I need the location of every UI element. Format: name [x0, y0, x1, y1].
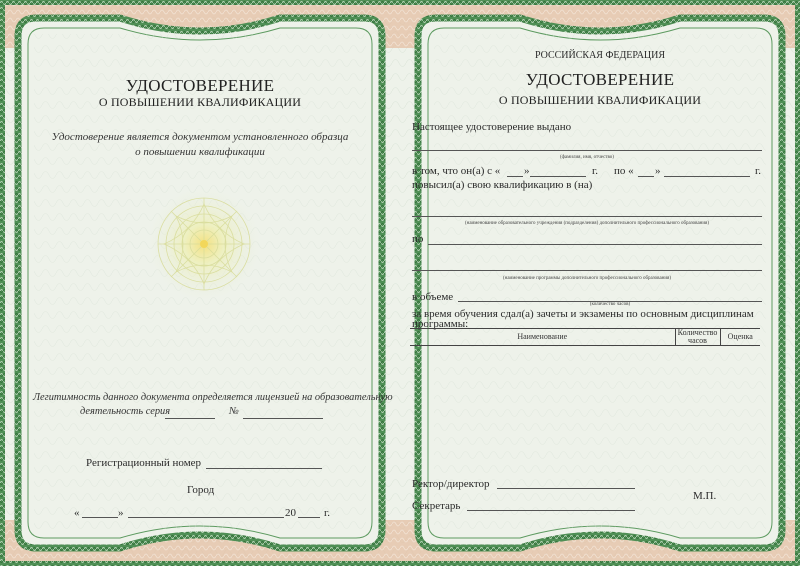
license-number-field — [243, 418, 323, 419]
date-year-prefix: 20 — [285, 507, 296, 519]
program-hint: (наименование программы дополнительного профессионального образования) — [502, 276, 672, 281]
secretary-label: Секретарь — [412, 500, 461, 512]
country-label: РОССИЙСКАЯ ФЕДЕРАЦИЯ — [534, 50, 666, 61]
date-close-quote: » — [118, 507, 124, 519]
rector-label: Ректор/директор — [412, 478, 490, 490]
volume-label: в объеме — [412, 291, 454, 303]
license-text-line1: Легитимность данного документа определяется лицензией на образовательную — [33, 392, 393, 403]
col-header-hours-line2: часов — [688, 336, 707, 345]
issued-to-label: Настоящее удостоверение выдано — [412, 121, 572, 133]
exams-text-line2: программы: — [412, 318, 469, 330]
col-header-hours-line1: Количество — [677, 328, 718, 337]
reg-number-label: Регистрационный номер — [86, 457, 202, 469]
date-month-field — [128, 517, 284, 518]
reg-number-field — [206, 468, 322, 469]
period-from-month-field — [530, 176, 586, 177]
period-to-month-field — [664, 176, 750, 177]
period-from-day-field — [507, 176, 523, 177]
full-name-hint: (фамилия, имя, отчество) — [560, 155, 614, 160]
period-to-label: по « — [614, 165, 634, 177]
disciplines-table — [410, 328, 760, 346]
col-header-name: Наименование — [410, 329, 675, 346]
rector-signature-field — [497, 488, 635, 489]
left-statement-line1: Удостоверение является документом установленного образца — [51, 131, 349, 143]
exams-text-line1: за время обучения сдал(а) зачеты и экзамены по основным дисциплинам — [412, 308, 754, 320]
col-header-grade: Оценка — [720, 329, 760, 346]
date-year-field — [298, 517, 320, 518]
date-day-field — [82, 517, 118, 518]
institution-field — [412, 216, 762, 217]
period-prefix: в том, что он(а) с « — [412, 165, 501, 177]
program-field-line1 — [428, 244, 762, 245]
right-subtitle: О ПОВЫШЕНИИ КВАЛИФИКАЦИИ — [498, 93, 702, 107]
left-subtitle: О ПОВЫШЕНИИ КВАЛИФИКАЦИИ — [98, 95, 302, 109]
left-statement-line2: о повышении квалификации — [135, 146, 265, 158]
secretary-signature-field — [467, 510, 635, 511]
institution-hint: (наименование образовательного учреждения (подразделения) дополнительного профессионального образования) — [464, 221, 709, 226]
date-year-suffix: г. — [324, 507, 331, 519]
hours-hint: (количество часов) — [589, 302, 631, 307]
full-name-field — [412, 150, 762, 151]
period-to-close-quote: » — [655, 165, 661, 177]
program-prefix: по — [412, 233, 424, 245]
license-series-label: деятельность серия — [80, 406, 171, 417]
col-header-hours — [675, 329, 720, 346]
period-to-year-label: г. — [755, 165, 762, 177]
stamp-place-label: М.П. — [693, 490, 717, 502]
license-number-sign: № — [229, 406, 239, 417]
left-title: УДОСТОВЕРЕНИЕ — [125, 76, 275, 95]
period-from-year-label: г. — [592, 165, 599, 177]
program-field-line2 — [412, 270, 762, 271]
improved-label: повысил(а) свою квалификацию в (на) — [412, 179, 593, 191]
table-header-row — [410, 329, 760, 346]
rosette-emblem — [146, 186, 262, 302]
license-series-field — [165, 418, 215, 419]
city-label: Город — [187, 484, 215, 496]
period-to-day-field — [638, 176, 654, 177]
right-title: УДОСТОВЕРЕНИЕ — [525, 70, 675, 89]
period-from-close-quote: » — [524, 165, 530, 177]
date-open-quote: « — [74, 507, 80, 519]
